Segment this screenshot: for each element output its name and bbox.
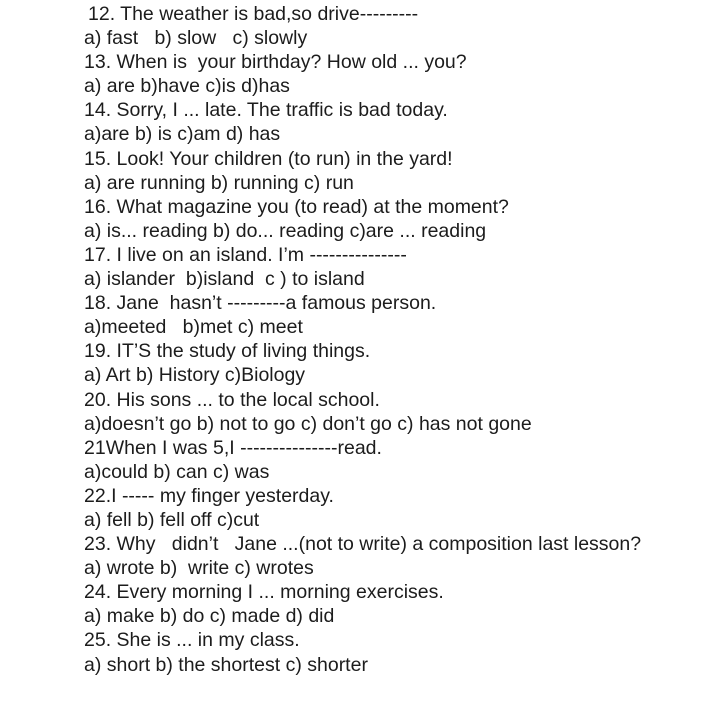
question-17: 17. I live on an island. I’m ---------------: [84, 243, 407, 266]
options-13: a) are b)have c)is d)has: [84, 75, 290, 98]
question-24: 24. Every morning I ... morning exercises.: [84, 581, 444, 604]
options-16: a) is... reading b) do... reading c)are ... reading: [84, 219, 487, 242]
options-15: a) are running b) running c) run: [84, 171, 354, 194]
options-21: a)could b) can c) was: [84, 460, 270, 483]
question-16: 16. What magazine you (to read) at the moment?: [84, 195, 509, 218]
question-14: 14. Sorry, I ... late. The traffic is bad today.: [84, 99, 448, 122]
question-23: 23. Why didn’t Jane ...(not to write) a composition last lesson?: [84, 533, 642, 556]
options-20: a)doesn’t go b) not to go c) don’t go c) has not gone: [84, 412, 532, 435]
question-18: 18. Jane hasn’t ---------a famous person.: [84, 292, 437, 315]
options-14: a)are b) is c)am d) has: [84, 123, 281, 146]
options-22: a) fell b) fell off c)cut: [84, 508, 260, 531]
options-25: a) short b) the shortest c) shorter: [84, 653, 368, 676]
question-22: 22.I ----- my finger yesterday.: [84, 484, 334, 507]
options-23: a) wrote b) write c) wrotes: [84, 557, 314, 580]
options-12: a) fast b) slow c) slowly: [84, 27, 308, 50]
question-20: 20. His sons ... to the local school.: [84, 388, 380, 411]
question-13: 13. When is your birthday? How old ... you?: [84, 51, 467, 74]
question-list: [84, 2, 704, 677]
options-17: a) islander b)island c ) to island: [84, 268, 365, 291]
question-25: 25. She is ... in my class.: [84, 629, 300, 652]
question-12: 12. The weather is bad,so drive---------: [88, 3, 419, 25]
options-24: a) make b) do c) made d) did: [84, 605, 335, 628]
options-18: a)meeted b)met c) meet: [84, 316, 303, 339]
question-15: 15. Look! Your children (to run) in the yard!: [84, 147, 453, 170]
question-19: 19. IT’S the study of living things.: [84, 340, 371, 363]
options-19: a) Art b) History c)Biology: [84, 364, 306, 387]
question-21: 21When I was 5,I ---------------read.: [84, 436, 382, 459]
